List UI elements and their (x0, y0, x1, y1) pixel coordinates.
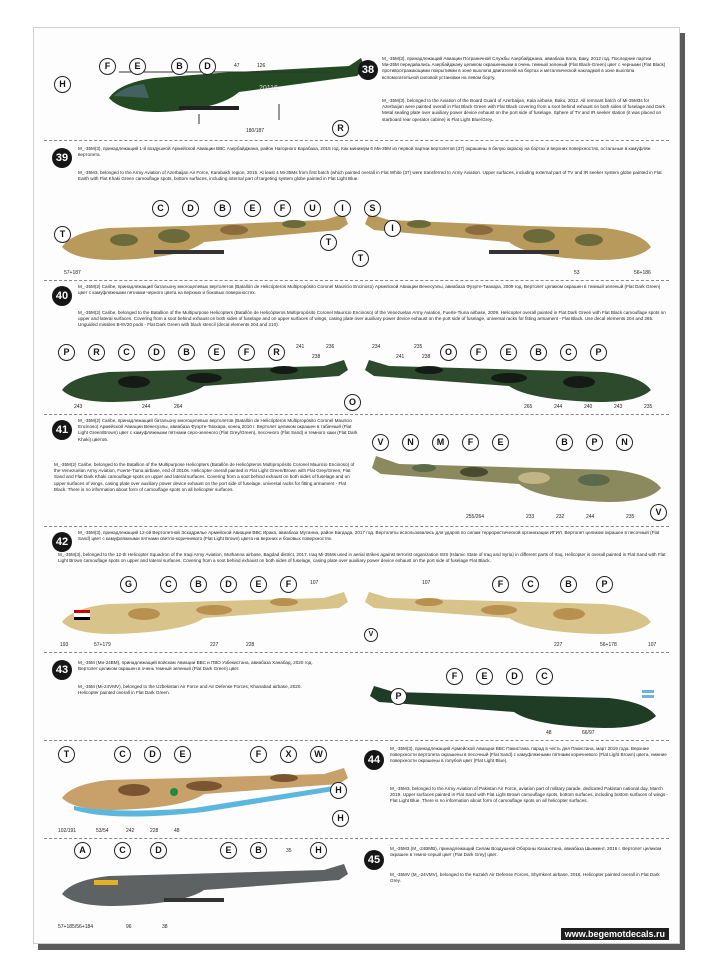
decal-number: 53/54 (96, 828, 109, 834)
decal-number: 96 (126, 924, 132, 930)
callout-label: C (560, 344, 577, 361)
section-38 (34, 28, 679, 138)
section-number-badge: 40 (52, 286, 72, 306)
helicopter-profile-42-left (54, 592, 354, 642)
callout-label: V (650, 504, 667, 521)
decal-number: 57+187 (64, 270, 81, 276)
callout-label: M (432, 434, 449, 451)
decal-number: 241 (296, 344, 305, 350)
callout-label: P (590, 344, 607, 361)
callout-label: P (586, 434, 603, 451)
helicopter-profile-39-left (54, 212, 354, 272)
callout-label: V (372, 434, 389, 451)
section-45 (34, 840, 679, 940)
callout-label: F (446, 668, 463, 685)
callout-label: D (199, 58, 216, 75)
divider (44, 838, 669, 839)
callout-label: C (536, 668, 553, 685)
description-en: M_-35M(2) Caribe, belonged to the Batallion of the Multipurpose Helicopters (Batallón de Helicópteros Multipropósito Coronel Mauricio Encinoso) of the Venezuelan Army Aviation, Fuerte-Tiuna airbase, end of 2010s. Helicopter overall painted in Flat Light Green/Brown with Flat Grey/Green, Flat Sand and Flat Dark Khaki camouflage spots on upper and lateral surfaces. Covering from a soot behind exhaust on both sides of fuselage and on upper surfaces of wings, casing plate over auxiliary power device exhaust on the port side of fuselage, universal racks for fitting armament - Flat Black. There is no information about form of camouflage spots on all helicopter surfaces. (54, 462, 355, 492)
decal-number: 102/191 (58, 828, 77, 834)
callout-label: F (99, 58, 116, 75)
callout-label: R (268, 344, 285, 361)
callout-label: I (334, 200, 351, 217)
callout-label: E (129, 58, 146, 75)
description-en: M_-35M (Mi-24VMV), belonged to the Uzbekistan Air Force and Air Defense Forces, Khanabad airbase, 2020. Helicopter painted overall in Flat Dark Green. (78, 684, 302, 696)
decal-number: 244 (142, 404, 151, 410)
helicopter-profile-40-left (54, 360, 354, 410)
description-en: M_-35MV (M_-24VMV), belonged to the Kazakh Air Defense Forces, Shymkent airbase, 2016. Helicopter painted overall in Flat Dark Grey. (390, 872, 660, 884)
decal-number: 264 (174, 404, 183, 410)
description-en: M_-35M(3), belonged to the 12-th Helicopter Squadron of the Iraqi Army Aviation, Muthanna airbase, Bagdad district, 2017. Iraq Mi-35Ms used in aerial strikes against terrorist organization ISIS (Islamic State of Iraq and Syria) in different parts of Iraq. Helicopter is overall painted in Flat Sand with Flat Light Brown camouflage spots on upper and lateral surfaces. Covering from a soot behind exhaust on both sides of fuselage, casing plate over auxiliary power device exhaust on the port side of fuselage Flat Black. (58, 552, 666, 564)
callout-label: E (208, 344, 225, 361)
decal-number: 243 (74, 404, 83, 410)
decal-number: 56+186 (634, 270, 651, 276)
callout-label: C (114, 842, 131, 859)
description-ru: М_-35М(3), принадлежащий 12-ой Вертолетной Эскадрилье Армейской Авиации ВВС Ирака, авиабаза Мутанна, район Багдада, 2017 год. Вертолеты использовались для ударов по силам террористической организации ИГИЛ. Вертолет целиком окрашен в песочный (Flat Sand) цвет с камуфляжными пятнами светло-коричневого (Flat Light Brown) цвета на верхних и боковых поверхностях. (78, 530, 660, 542)
section-number-badge: 45 (364, 850, 384, 870)
callout-label: C (114, 746, 131, 763)
callout-label: B (178, 344, 195, 361)
callout-label: D (182, 200, 199, 217)
callout-label: E (244, 200, 261, 217)
callout-label: D (148, 344, 165, 361)
section-number-badge: 41 (52, 420, 72, 440)
decal-number: 235 (414, 344, 423, 350)
decal-number: 47 (234, 63, 240, 69)
callout-label: B (556, 434, 573, 451)
helicopter-profile-41 (364, 456, 669, 511)
decal-number: 241 (396, 354, 405, 360)
website-link[interactable]: www.begemotdecals.ru (561, 928, 669, 940)
helicopter-profile-39-right (359, 212, 659, 272)
description-ru: М_-35М3 (М_-24ВМВ), принадлежащий Силам Воздушной Обороны Казахстана, авиабаза Шымкент, 2016 г. Вертолет целиком окрашен в темно-серый цвет (Flat Dark Grey) цвет. (390, 846, 662, 858)
callout-label: R (88, 344, 105, 361)
helicopter-profile-45 (54, 864, 354, 920)
callout-label: F (238, 344, 255, 361)
decal-number: 244 (554, 404, 563, 410)
decal-number: 180/187 (246, 128, 265, 134)
helicopter-profile-44 (54, 768, 354, 824)
decal-number: 242 (126, 828, 135, 834)
callout-label: X (280, 746, 297, 763)
decal-number: 56+178 (600, 642, 617, 648)
decal-number: 38 (162, 924, 168, 930)
decal-number: 265 (524, 404, 533, 410)
callout-label: C (152, 200, 169, 217)
callout-label: B (250, 842, 267, 859)
callout-label: B (171, 58, 188, 75)
decal-number: 238 (312, 354, 321, 360)
decal-number: 235 (644, 404, 653, 410)
description-ru: М_-35М(2) Caribe, принадлежащий батальону многоцелевых вертолетов (Batallón de Helicópteros Multipropósito Coronel Mauricio Encinoso) Армейской Авиации Венесуэлы, авиабаза Фуэрте-Тиахара, 2009 год. Вертолет целиком окрашен в темный зеленый (Flat Dark Green) цвет с камуфляжными пятнами черного цвета на верхних и боковых поверхностях. (78, 284, 661, 296)
helicopter-profile-43 (364, 686, 664, 736)
section-number-badge: 39 (52, 148, 72, 168)
decal-number: 238 (422, 354, 431, 360)
helicopter-profile-42-right (359, 592, 659, 642)
callout-label: P (596, 576, 613, 593)
callout-label: C (160, 576, 177, 593)
decal-number: 244 (586, 514, 595, 520)
decal-number: 228 (246, 642, 255, 648)
decal-number: 228 (150, 828, 159, 834)
callout-label: D (144, 746, 161, 763)
callout-label: D (506, 668, 523, 685)
callout-label: A (74, 842, 91, 859)
callout-label: D (220, 576, 237, 593)
callout-label: T (58, 746, 75, 763)
decal-number: 236 (326, 344, 335, 350)
decal-number: 233 (526, 514, 535, 520)
description-ru: М_-35М(3), принадлежащий Авиации Пограничной Службы Азербайджана, авиабаза Кала, Баку, 2012 год. Последние партии Ми-35М передавались Азербайджану целиком окрашенными в очень темный зеленый (Flat Black-Green) цвет с черными (Flat Black) противоотражающими покрытиями в зоне выхлопа двигателей на бортах и металлической накладкой в зоне выхлопа вспомогательной силовой установки на левом борту. (382, 56, 666, 80)
description-ru: М_-35М (Ми-24ВМ), принадлежащий войскам Авиации ВВС и ПВО Узбекистана, авиабаза Ханабад, 2020 год. Вертолет целиком окрашен в очень темный зеленый (Flat Dark Green) цвет. (78, 660, 313, 672)
decal-number: 193 (60, 642, 69, 648)
divider (44, 740, 669, 741)
description-ru: М_-35М(2) Caribe, принадлежащий батальону многоцелевых вертолетов (Batallón de Helicópteros Multipropósito Coronel Mauricio Encinoso) Армейской Авиации Венесуэлы, авиабаза Фуэрте-Тиахара, конец 2010 г. Вертолет целиком окрашен в табачный (Flat Light Green/Brown) цвет с камуфляжными пятнами серо-зеленого (Flat Grey/Green), песочного (Flat Sand) и темного хаки (Flat Dark Khaki) цветов. (78, 418, 358, 442)
callout-label: E (174, 746, 191, 763)
description-ru: М_-35М(3), принадлежащий 1-й воздушной Армейской Авиации ВВС Азербайджана, район Нагорного Карабаха, 2015 год. Как минимум 6 Ми-35М из первой партии вертолетов (37) окрашены в белую окраску на бортах и верхних поверхностях, остальные в камуфляж вертолета. (78, 146, 651, 158)
callout-label: E (250, 576, 267, 593)
decal-number: 48 (546, 730, 552, 736)
callout-label: B (530, 344, 547, 361)
divider (44, 414, 669, 415)
description-en: M_-35M(2) Caribe, belonged to the Batallion of the Multipurpose Helicopters (Batallón de Helicópteros Multipropósito Coronel Mauricio Encinoso) of the Venezuelan Army Aviation, Fuerte-Tiuna airbase, 2009. Helicopter overall painted in Flat Dark Green with Flat Black camouflage spots on upper and lateral surfaces. Covering from a soot behind exhaust on both sides of fuselage and on upper surfaces of wings, casing plate over auxiliary power device exhaust on the port side of fuselage, universal racks for fitting armament - Flat Black. Use decal elements 204 and 265. Unguided missiles B-8V20 pods - Flat Dark Green with black stencil (decal elements 204 and 210). (78, 310, 666, 328)
decal-number: 48 (174, 828, 180, 834)
description-en: M_-35M3, belonged to the Army Aviation of Azerbaijan Air Force, Karabakh region, 2015. At least 4 Mi-35Ms from first batch (which painted overall in Flat White (37) were transferred to Army Aviation. Upper surfaces, including external part of TV and IR seeker system globe painted in Flat Earth with Flat Khaki Green camouflage spots, bottom surfaces, including internal part of targeting system globe painted in Flat Light Blue. (78, 170, 662, 182)
description-en: M_-35M(3), belonged to the Aviation of the Board Guard of Azerbaijan, Kala airbase, Baku, 2012. All remnant batch of Mi-35M3s for Azerbaijan were painted overall in Flat Black Green with Flat Black covering from a soot behind exhaust on both sides of fuselage and Dark Metal sealing plate over auxiliary power device exhaust on the port side of fuselage. Sphere of TV and IR seeker station (it was placed on starboard rear operator cabine) is Flat Light Blue/Grey. (382, 98, 665, 122)
svg-text:20116: 20116 (259, 85, 278, 92)
description-en: M_-35M3, belonged to the Army Aviation of Pakistan Air Force, aviation part of military parade, dedicated Pakistan national day, March 2019. Upper surfaces painted in Flat Sand with Flat Light Brown camouflage spots, bottom surfaces, including bottom surfaces of wings - Flat Light Blue. There is no information about form of camouflage spots on all helicopter surfaces. (390, 786, 669, 804)
callout-label: H (54, 76, 71, 93)
callout-label: T (352, 250, 369, 267)
callout-label: S (364, 200, 381, 217)
section-41 (34, 416, 679, 524)
callout-label: G (120, 576, 137, 593)
callout-label: H (332, 810, 349, 827)
callout-label: E (500, 344, 517, 361)
callout-label: N (402, 434, 419, 451)
callout-label: U (304, 200, 321, 217)
decal-number: 57+179 (94, 642, 111, 648)
decal-sheet (33, 27, 680, 944)
callout-label: B (214, 200, 231, 217)
decal-number: 53 (574, 270, 580, 276)
callout-label: P (58, 344, 75, 361)
section-40 (34, 282, 679, 412)
decal-number: 235 (626, 514, 635, 520)
callout-label: B (560, 576, 577, 593)
callout-label: D (150, 842, 167, 859)
section-42 (34, 528, 679, 650)
callout-label: O (344, 394, 361, 411)
decal-number: 234 (372, 344, 381, 350)
divider (44, 140, 669, 141)
section-number-badge: 42 (52, 532, 72, 552)
section-39 (34, 142, 679, 278)
callout-label: E (476, 668, 493, 685)
section-number-badge: 43 (52, 660, 72, 680)
callout-label: E (492, 434, 509, 451)
callout-label: N (616, 434, 633, 451)
callout-label: W (310, 746, 327, 763)
divider (44, 526, 669, 527)
callout-label: B (190, 576, 207, 593)
section-44 (34, 742, 679, 836)
section-43 (34, 654, 679, 738)
callout-label: V (364, 628, 378, 642)
decal-number: 66/97 (582, 730, 595, 736)
decal-number: 227 (210, 642, 219, 648)
callout-label: F (250, 746, 267, 763)
divider (44, 280, 669, 281)
description-ru: М_-35М(3), принадлежащий Армейской Авиации ВВС Пакистана, парад в честь дня Пакистана, март 2019 года. Верхние поверхности вертолета окрашены в песочный (Flat Sand) с камуфляжными пятнами коричневого (Flat Light Brown) цвета, нижние поверхности окрашены в голубой цвет (Flat Light Blue). (390, 746, 667, 764)
decal-number: 227 (554, 642, 563, 648)
callout-label: F (274, 200, 291, 217)
helicopter-profile-40-right (359, 360, 659, 410)
decal-number: 107 (422, 580, 431, 586)
decal-number: 255/264 (466, 514, 485, 520)
callout-label: F (492, 576, 509, 593)
decal-number: 240 (584, 404, 593, 410)
decal-number: 35 (286, 848, 292, 854)
callout-label: H (330, 782, 347, 799)
decal-number: 126 (257, 63, 266, 69)
callout-label: P (390, 688, 407, 705)
decal-number: 243 (614, 404, 623, 410)
decal-number: 107 (310, 580, 319, 586)
decal-number: 107 (648, 642, 657, 648)
callout-label: C (522, 576, 539, 593)
callout-label: O (440, 344, 457, 361)
callout-label: F (470, 344, 487, 361)
section-number-badge: 38 (358, 60, 378, 80)
section-number-badge: 44 (364, 750, 384, 770)
callout-label: F (462, 434, 479, 451)
callout-label: F (280, 576, 297, 593)
callout-label: T (320, 234, 337, 251)
callout-label: E (220, 842, 237, 859)
callout-label: R (332, 120, 349, 137)
callout-label: T (54, 226, 71, 243)
callout-label: I (384, 220, 401, 237)
callout-label: H (310, 842, 327, 859)
decal-number: 57+185/56+184 (58, 924, 94, 930)
decal-number: 232 (556, 514, 565, 520)
divider (44, 652, 669, 653)
callout-label: C (118, 344, 135, 361)
